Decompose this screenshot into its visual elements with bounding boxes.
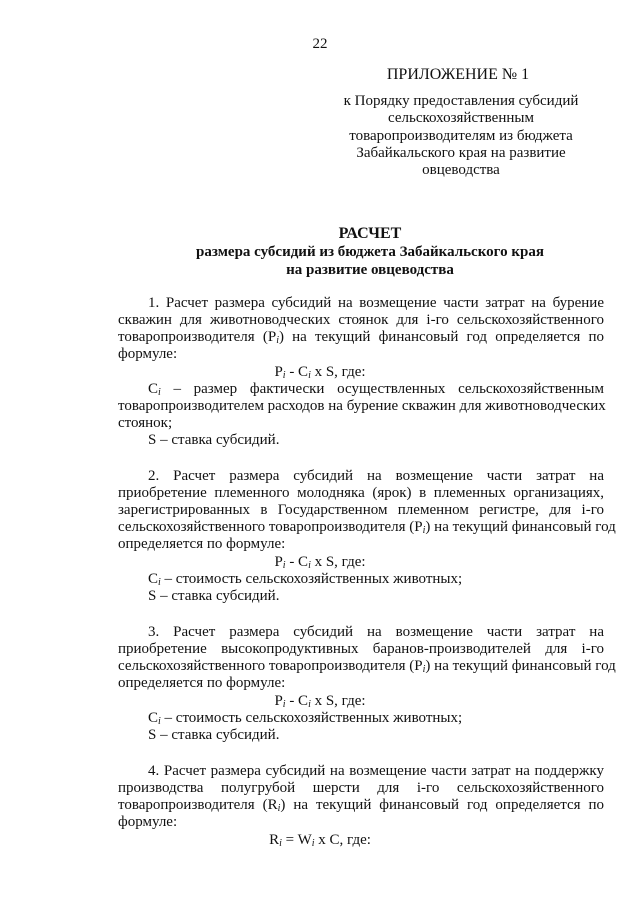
appendix-line: овцеводства — [422, 162, 500, 179]
s4-line: производства полугрубой шерсти для i-го сельскохозяйственного — [118, 780, 604, 796]
appendix-title: ПРИЛОЖЕНИЕ № 1 — [386, 66, 530, 83]
s1-def: S – ставка субсидий. — [148, 432, 280, 448]
appendix-line: товаропроизводителям из бюджета — [349, 127, 573, 144]
s2-line: приобретение племенного молодняка (ярок) в племенных организациях, — [118, 485, 604, 501]
s3-line: сельскохозяйственного товаропроизводителя $(P_i)$ на текущий финансовый год — [118, 658, 616, 675]
appendix-subtitle — [336, 93, 586, 179]
s1-def: товаропроизводителем расходов на бурение скважин для животноводческих — [118, 398, 606, 414]
s3-formula: $P_i - C_i$ x S, где: — [274, 693, 366, 710]
s1-def: стоянок; — [118, 415, 173, 431]
appendix-line: Забайкальского края на развитие — [356, 144, 566, 161]
s2-def: S – ставка субсидий. — [148, 588, 280, 604]
s3-def: $C_i$ – стоимость сельскохозяйственных животных; — [148, 710, 463, 727]
s1-formula: $P_i - C_i$ x S, где: — [274, 364, 366, 381]
s2-line: 2. Расчет размера субсидий на возмещение части затрат на — [148, 468, 604, 484]
s1-line: 1. Расчет размера субсидий на возмещение части затрат на бурение — [148, 295, 604, 311]
s2-formula: $P_i - C_i$ x S, где: — [274, 554, 366, 571]
s1-def: $C_i$ – размер фактически осуществленных сельскохозяйственным — [148, 381, 604, 398]
s1-line: формуле: — [118, 346, 178, 362]
appendix-line: сельскохозяйственным — [388, 110, 534, 127]
appendix-line: к Порядку предоставления субсидий — [343, 93, 579, 109]
s4-line: формуле: — [118, 814, 178, 830]
page-number: 22 — [312, 36, 328, 52]
doc-heading-title: РАСЧЕТ — [338, 225, 402, 242]
s2-line: определяется по формуле: — [118, 536, 286, 552]
s2-line: сельскохозяйственного товаропроизводителя $(P_i)$ на текущий финансовый год — [118, 519, 616, 536]
s2-line: зарегистрированных в Государственном племенном регистре, для i-го — [118, 502, 604, 518]
s3-line: определяется по формуле: — [118, 675, 286, 691]
s1-line: товаропроизводителя $(P_i)$ на текущий финансовый год определяется по — [118, 329, 605, 346]
doc-heading-line: размера субсидий из бюджета Забайкальского края — [196, 244, 544, 260]
s3-def: S – ставка субсидий. — [148, 727, 280, 743]
s3-line: приобретение высокопродуктивных баранов-производителей для i-го — [118, 641, 604, 657]
doc-heading-line: на развитие овцеводства — [286, 262, 454, 278]
s2-def: $C_i$ – стоимость сельскохозяйственных животных; — [148, 571, 463, 588]
s4-line: товаропроизводителя $(R_i)$ на текущий финансовый год определяется по — [118, 797, 605, 814]
doc-heading — [100, 225, 640, 279]
appendix-block — [336, 66, 580, 83]
s4-formula: $R_i = W_i$ x C, где: — [269, 832, 371, 849]
s4-line: 4. Расчет размера субсидий на возмещение части затрат на поддержку — [148, 763, 604, 779]
s1-line: скважин для животноводческих стоянок для i-го сельскохозяйственного — [118, 312, 604, 328]
s3-line: 3. Расчет размера субсидий на возмещение части затрат на — [148, 624, 604, 640]
